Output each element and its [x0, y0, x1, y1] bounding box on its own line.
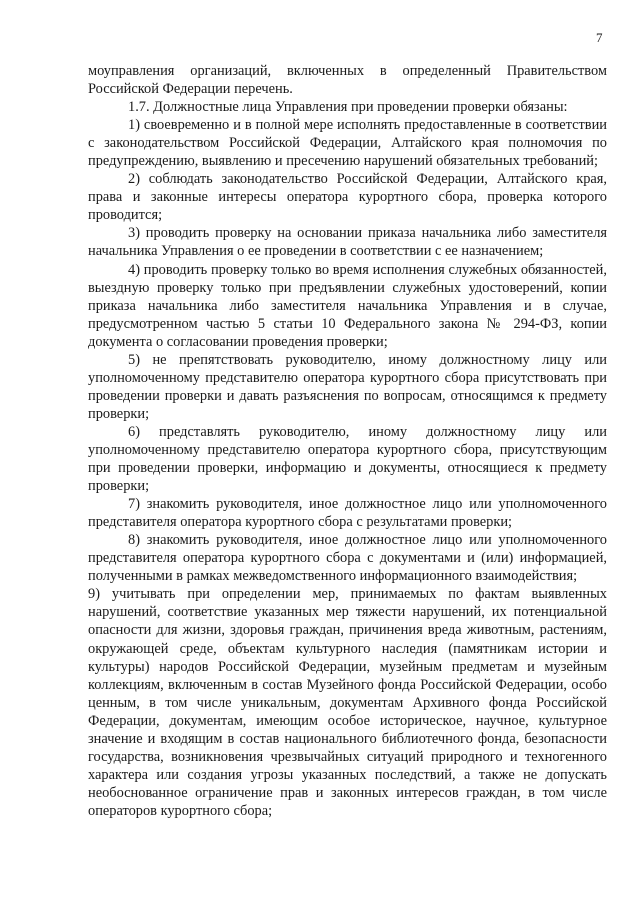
paragraph-item-3: 3) проводить проверку на основании приказа начальника либо заместителя начальника Управления о ее проведении в соответствии с ее назначением;	[88, 225, 607, 260]
paragraph-section-1-7: 1.7. Должностные лица Управления при проведении проверки обязаны:	[128, 99, 568, 116]
paragraph-item-2: 2) соблюдать законодательство Российской Федерации, Алтайского края, права и законные интересы оператора курортного сбора, проверка которого проводится;	[88, 171, 607, 224]
paragraph-item-9: 9) учитывать при определении мер, принимаемых по фактам выявленных нарушений, соответствие указанных мер тяжести нарушений, их потенциальной опасности для жизни, здоровья граждан, причинения вреда животным, растениям, окружающей среде, объектам культурного наследия (памятникам истории и культуры) народов Российской Федерации, музейным предметам и музейным коллекциям, включенным в состав Музейного фонда Российской Федерации, особо ценным, в том числе уникальным, документам Архивного фонда Российской Федерации, документам, имеющим особое историческое, научное, культурное значение и входящим в состав национального библиотечного фонда, безопасности государства, возникновения чрезвычайных ситуаций природного и техногенного характера или создания угрозы указанных последствий, а также не допускать необоснованное ограничение прав и законных интересов граждан, в том числе операторов курортного сбора;	[88, 586, 607, 819]
paragraph-item-1: 1) своевременно и в полной мере исполнять предоставленные в соответствии с законодательством Российской Федерации, Алтайского края полномочия по предупреждению, выявлению и пресечению нарушений обязательных требований;	[88, 117, 607, 170]
paragraph-item-5: 5) не препятствовать руководителю, иному должностному лицу или уполномоченному представителю оператора курортного сбора присутствовать при проведении проверки и давать разъяснения по вопросам, относящимся к предмету проверки;	[88, 351, 607, 422]
paragraph-item-7: 7) знакомить руководителя, иное должностное лицо или уполномоченного представителя оператора курортного сбора с результатами проверки;	[88, 496, 607, 531]
paragraph-item-8: 8) знакомить руководителя, иное должностное лицо или уполномоченного представителя оператора курортного сбора с документами и (или) информацией, полученными в рамках межведомственного информационного взаимодействия;	[88, 532, 607, 585]
page-number: 7	[596, 30, 603, 45]
paragraph-continuation: моуправления организаций, включенных в определенный Правительством Российской Федерации перечень.	[88, 63, 607, 98]
document-body	[88, 62, 607, 820]
paragraph-item-6: 6) представлять руководителю, иному должностному лицу или уполномоченному представителю оператора курортного сбора, присутствующим при проведении проверки, информацию и документы, относящиеся к предмету проверки;	[88, 423, 607, 495]
paragraph-item-4: 4) проводить проверку только во время исполнения служебных обязанностей, выездную проверку только при предъявлении служебных удостоверений, копии приказа начальника либо заместителя начальника Управления и в случае, предусмотренном частью 5 статьи 10 Федерального закона № 294-ФЗ, копии документа о согласовании проведения проверки;	[88, 261, 607, 350]
